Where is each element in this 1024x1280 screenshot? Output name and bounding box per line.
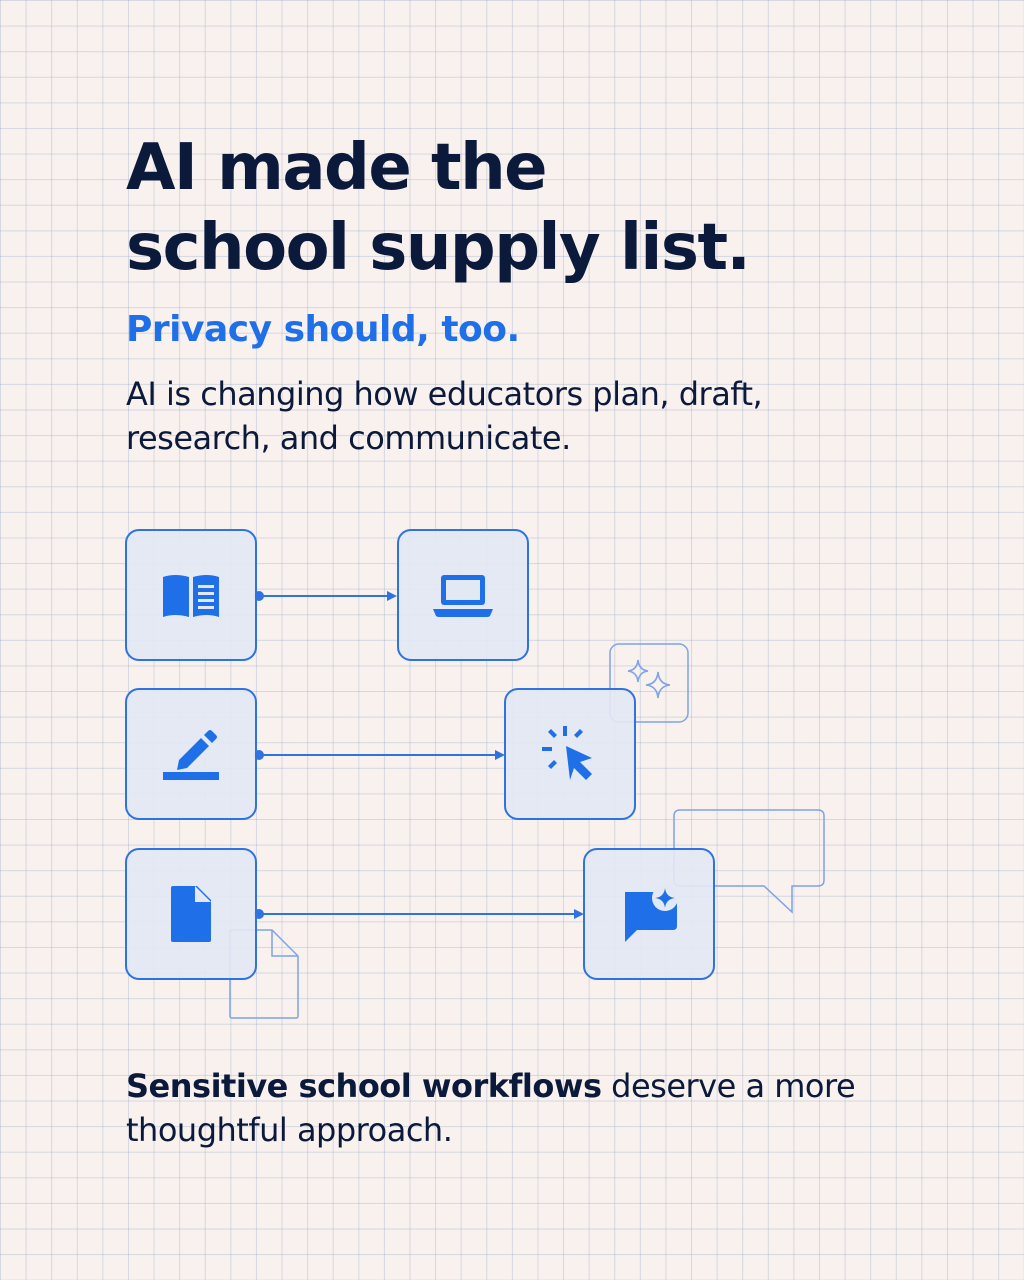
intro-text: AI is changing how educators plan, draft, research, and communicate. [126,375,763,457]
connector-book-to-laptop [254,591,397,601]
cursor-click-icon [538,722,602,786]
pencil-icon [159,722,223,786]
document-icon [159,882,223,946]
pencil-tile [125,688,257,820]
chat-tile [583,848,715,980]
book-tile [125,529,257,661]
closing-statement-rest: deserve a more thoughtful approach. [126,1067,856,1149]
open-book-icon [159,563,223,627]
connector-pencil-to-cursor [254,750,505,760]
laptop-tile [397,529,529,661]
chat-sparkle-icon [617,882,681,946]
document-tile [125,848,257,980]
closing-statement [126,1064,886,1152]
headline-line-1: AI made the [126,131,547,205]
closing-statement-bold: Sensitive school workflows [126,1067,602,1105]
connector-document-to-chat [254,909,584,919]
subheadline: Privacy should, too. [126,309,520,350]
headline-line-2: school supply list. [126,211,750,285]
laptop-icon [431,563,495,627]
cursor-tile [504,688,636,820]
